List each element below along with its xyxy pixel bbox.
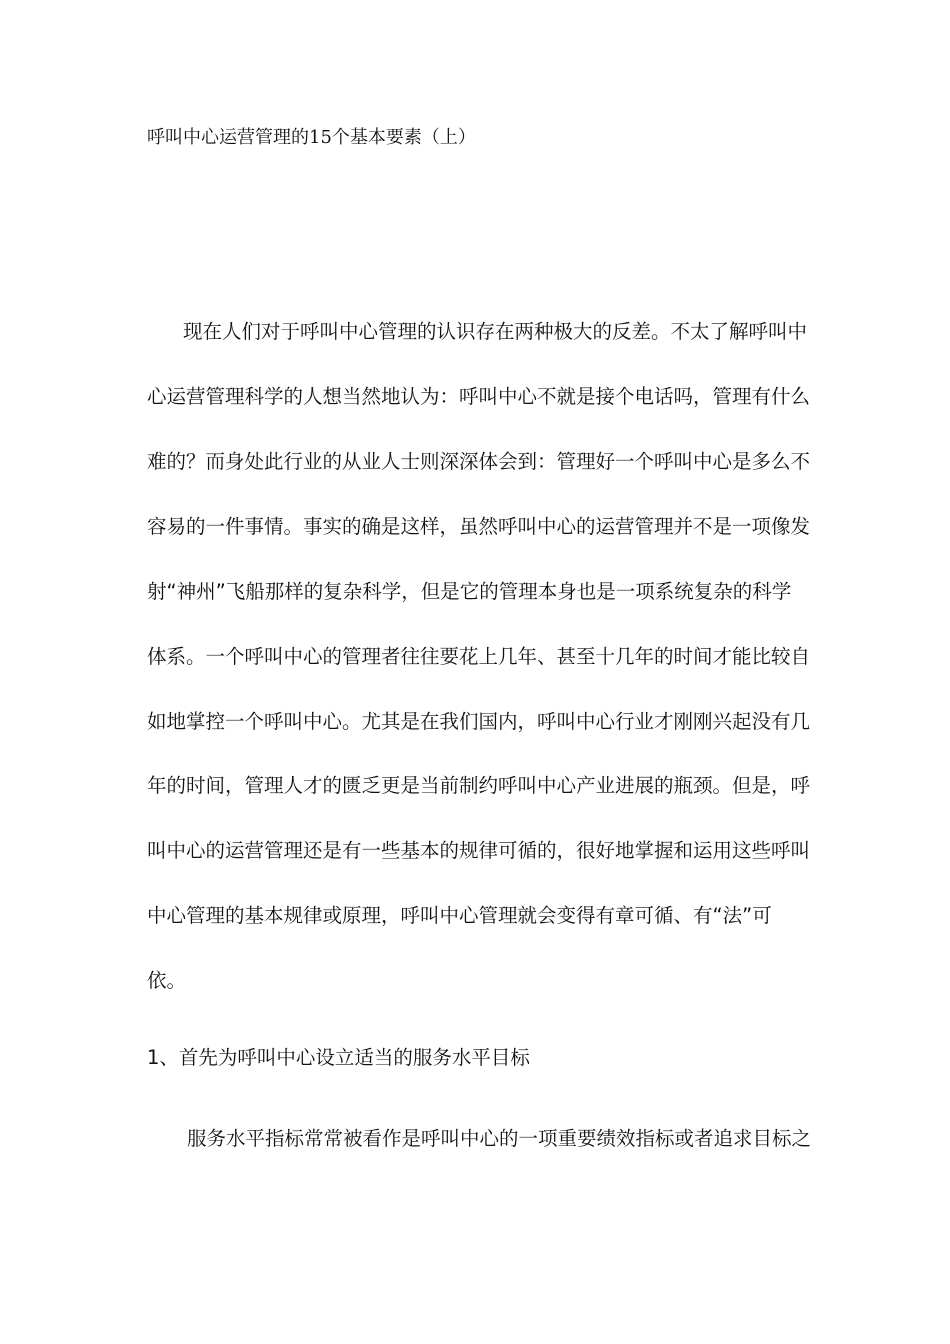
paragraph-line: 中心管理的基本规律或原理，呼叫中心管理就会变得有章可循、有“法”可: [147, 904, 772, 927]
paragraph-line: 叫中心的运营管理还是有一些基本的规律可循的，很好地掌握和运用这些呼叫: [147, 839, 811, 862]
paragraph-line: 年的时间，管理人才的匮乏更是当前制约呼叫中心产业进展的瓶颈。但是，呼: [147, 774, 811, 797]
document-title: 呼叫中心运营管理的15个基本要素（上）: [147, 127, 476, 148]
paragraph-line: 依。: [147, 969, 187, 992]
paragraph-line: 心运营管理科学的人想当然地认为：呼叫中心不就是接个电话吗，管理有什么: [147, 385, 811, 408]
paragraph-line: 如地掌控一个呼叫中心。尤其是在我们国内，呼叫中心行业才刚刚兴起没有几: [147, 710, 811, 733]
paragraph-line: 服务水平指标常常被看作是呼叫中心的一项重要绩效指标或者追求目标之: [187, 1127, 812, 1150]
paragraph-line: 现在人们对于呼叫中心管理的认识存在两种极大的反差。不太了解呼叫中: [183, 320, 808, 343]
paragraph-line: 体系。一个呼叫中心的管理者往往要花上几年、甚至十几年的时间才能比较自: [147, 645, 811, 668]
paragraph-line: 射“神州”飞船那样的复杂科学，但是它的管理本身也是一项系统复杂的科学: [147, 580, 792, 603]
paragraph-line: 难的？而身处此行业的从业人士则深深体会到：管理好一个呼叫中心是多么不: [147, 450, 811, 473]
paragraph-line: 容易的一件事情。事实的确是这样，虽然呼叫中心的运营管理并不是一项像发: [147, 515, 811, 538]
section-heading: 1、首先为呼叫中心设立适当的服务水平目标: [147, 1046, 530, 1069]
